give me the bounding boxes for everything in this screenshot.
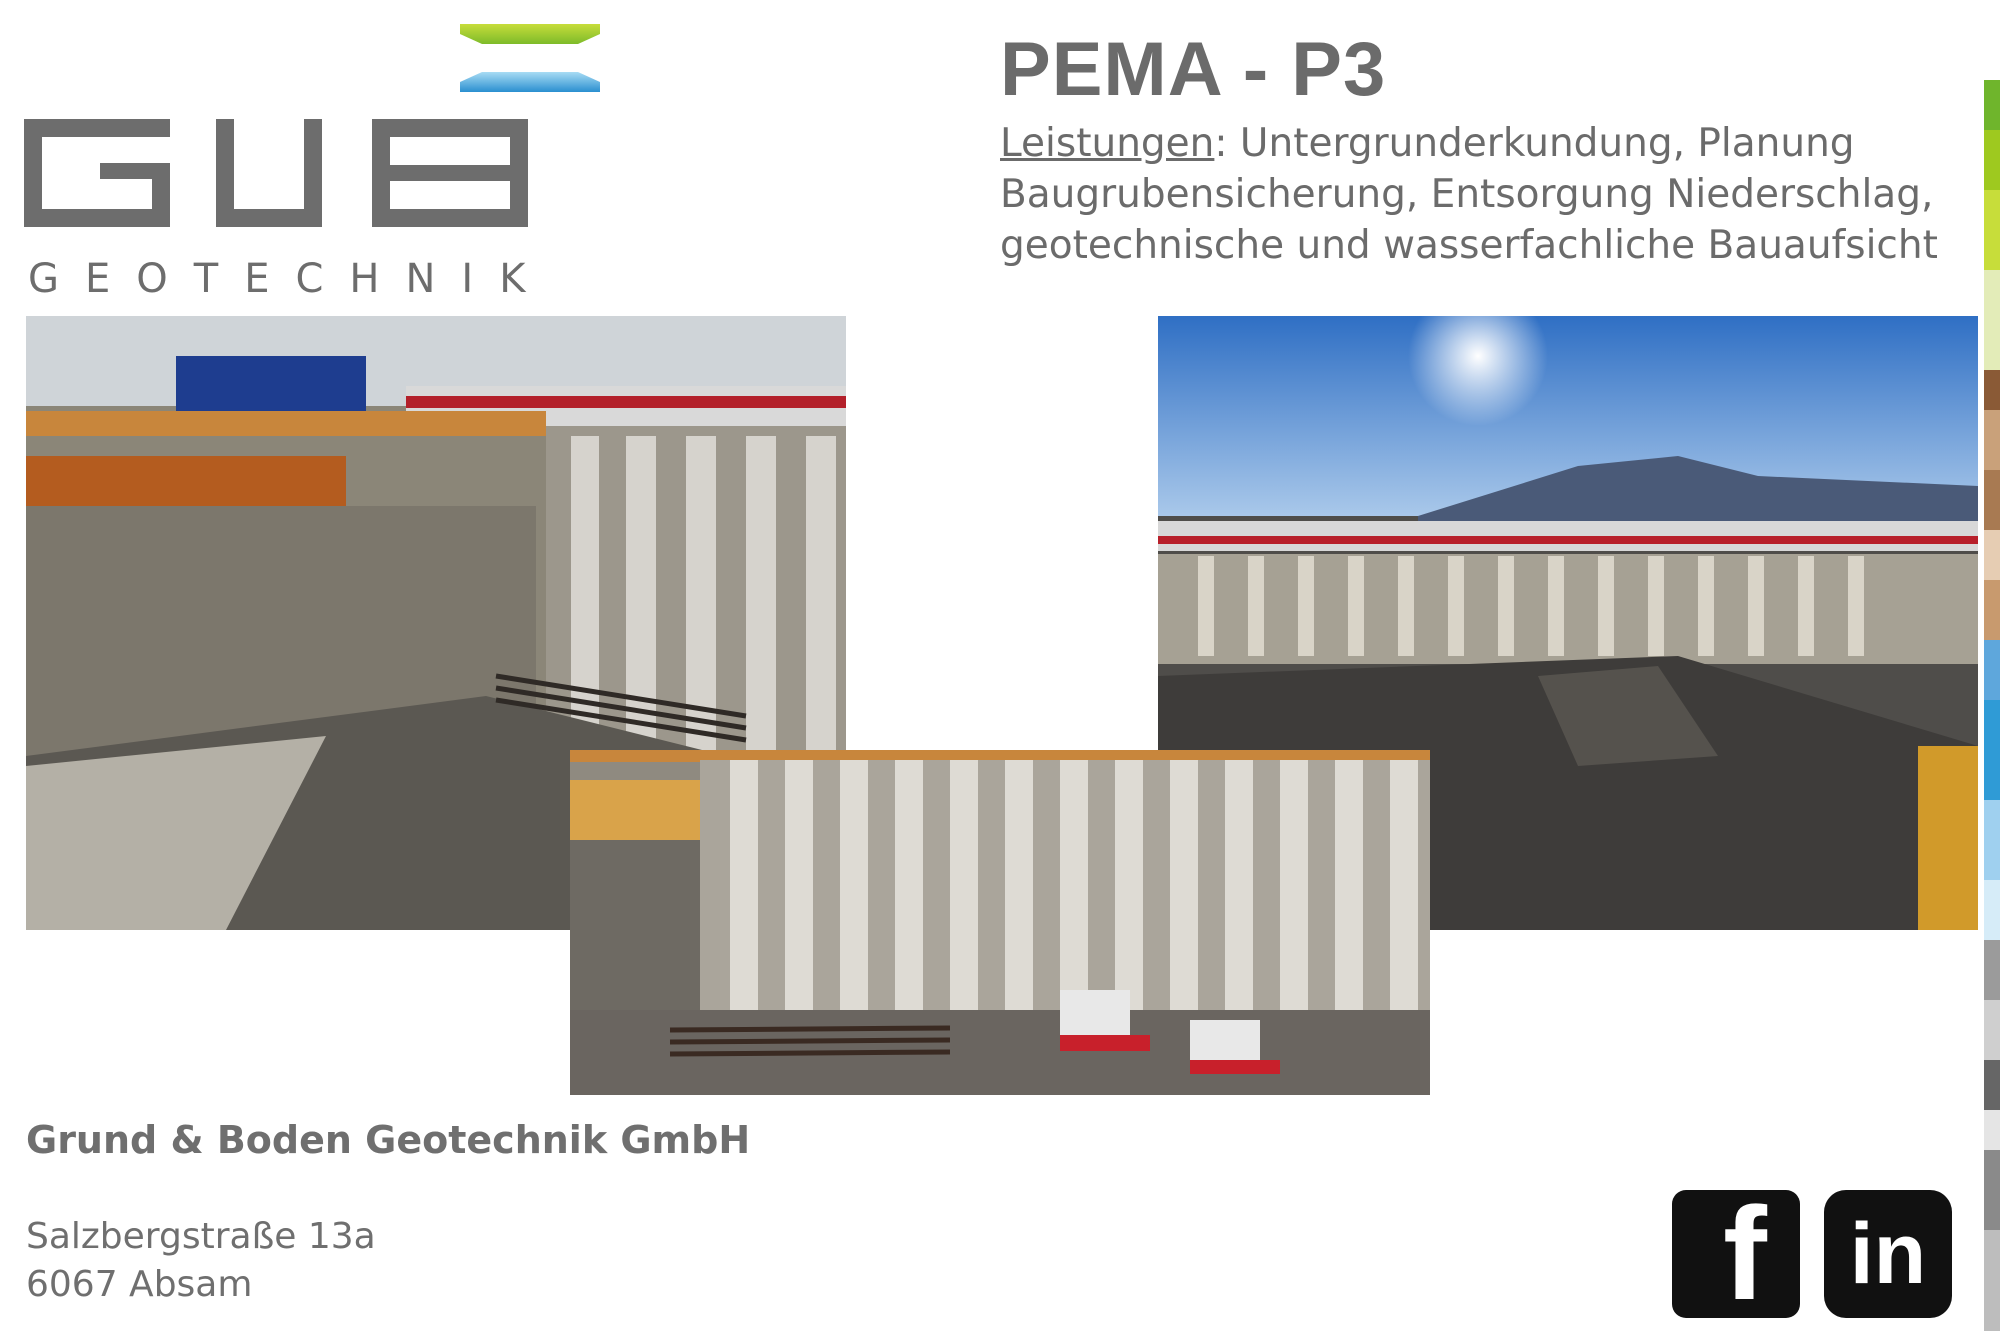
services-list: : Untergrunderkundung, Planung Baugrubensicherung, Entsorgung Niederschlag, geotechnische und wasserfachliche Bauaufsicht bbox=[1000, 121, 1938, 268]
address-city: 6067 Absam bbox=[26, 1264, 253, 1305]
services-text bbox=[1000, 118, 1960, 271]
logo-letters bbox=[20, 113, 540, 233]
company-name: Grund & Boden Geotechnik GmbH bbox=[26, 1118, 751, 1162]
company-logo bbox=[20, 18, 640, 302]
facebook-icon[interactable] bbox=[1672, 1180, 1800, 1327]
page-title: PEMA - P3 bbox=[1000, 27, 1387, 112]
decorative-color-stripe bbox=[1984, 0, 2000, 1331]
facebook-glyph: f bbox=[1723, 1180, 1767, 1327]
bored-pile-wall-photo bbox=[570, 750, 1430, 1095]
linkedin-glyph: in bbox=[1849, 1206, 1927, 1302]
logo-subtitle: GEOTECHNIK bbox=[28, 256, 552, 302]
linkedin-icon[interactable] bbox=[1824, 1190, 1952, 1318]
services-label: Leistungen bbox=[1000, 121, 1215, 166]
address-street: Salzbergstraße 13a bbox=[26, 1216, 376, 1257]
logo-mark-icon bbox=[460, 24, 600, 100]
